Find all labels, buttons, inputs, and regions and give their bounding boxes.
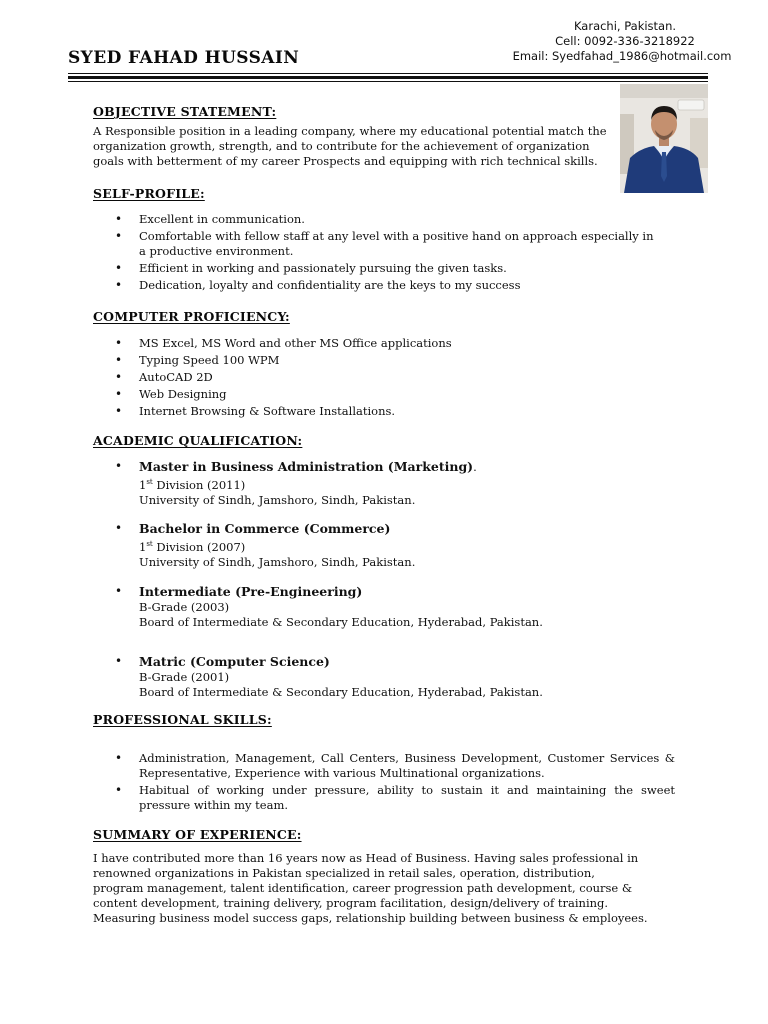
list-item: • Dedication, loyalty and confidentiality are the keys to my success [93, 278, 656, 293]
list-item: • AutoCAD 2D [93, 370, 678, 385]
experience-section [93, 827, 678, 926]
degree-item [93, 459, 678, 508]
academic-heading: ACADEMIC QUALIFICATION: [93, 433, 303, 448]
skills-section [93, 712, 678, 815]
objective-heading: OBJECTIVE STATEMENT: [93, 104, 277, 119]
grade-text: Division (2011) [152, 477, 246, 492]
cell-text: Cell: 0092-336-3218922 [555, 34, 695, 48]
academic-section [93, 433, 678, 700]
degree-grade [139, 475, 678, 493]
grade-text: 1 [139, 539, 147, 554]
grade-text: Division (2007) [152, 539, 246, 554]
degree-grade: B-Grade (2001) [139, 669, 230, 684]
header-rule-bottom [68, 81, 708, 82]
location-text: Karachi, Pakistan. [573, 19, 677, 33]
grade-sup: st [146, 478, 153, 486]
list-item: • Web Designing [93, 387, 678, 402]
grade-sup: st [146, 539, 153, 548]
skills-heading: PROFESSIONAL SKILLS: [93, 712, 272, 727]
list-item: • Administration, Management, Call Centers, Business Development, Customer Services & Representative, Experience with various Multinational organizations. [93, 751, 675, 781]
degree-institute: Board of Intermediate & Secondary Education, Hyderabad, Pakistan. [139, 614, 543, 629]
grade-text: 1 [139, 477, 147, 492]
list-item: • Comfortable with fellow staff at any level with a positive hand on approach especially in a productive environment. [93, 229, 656, 259]
objective-text: A Responsible position in a leading company, where my educational potential match the organization growth, strength, and to contribute for the achievement of organization goals with betterment of my career Prospects and equipping with rich technical skills. [93, 124, 607, 168]
experience-text: I have contributed more than 16 years now as Head of Business. Having sales professional in renowned organizations in Pakistan specialized in retail sales, operation, distribution, program management, talent identification, career progression path development, course & content development, training delivery, program facilitation, design/delivery of training. Measuring business model success gaps, relationship building between business & employees. [93, 851, 648, 925]
list-item: • MS Excel, MS Word and other MS Office applications [93, 336, 678, 351]
experience-heading: SUMMARY OF EXPERIENCE: [93, 827, 302, 842]
contact-block [460, 19, 768, 64]
objective-section [93, 104, 678, 169]
degree-institute: Board of Intermediate & Secondary Education, Hyderabad, Pakistan. [139, 684, 543, 699]
computer-section [93, 309, 678, 421]
header-rule-thick [68, 76, 708, 79]
header-rule-top [68, 73, 708, 74]
list-item: • Typing Speed 100 WPM [93, 353, 678, 368]
degree-suffix: . [473, 460, 477, 474]
email-text: Email: Syedfahad_1986@hotmail.com [512, 49, 732, 63]
degree-title: Intermediate (Pre-Engineering) [139, 583, 363, 599]
degree-grade [139, 537, 678, 555]
list-item: • Habitual of working under pressure, ability to sustain it and maintaining the sweet pressure within my team. [93, 783, 675, 813]
degree-item [93, 584, 678, 630]
degree-item [93, 521, 678, 570]
degree-title: Master in Business Administration (Marketing) [139, 459, 474, 474]
candidate-name: SYED FAHAD HUSSAIN [68, 48, 300, 68]
degree-title: Bachelor in Commerce (Commerce) [139, 520, 391, 536]
self-profile-heading: SELF-PROFILE: [93, 186, 205, 201]
list-item: • Internet Browsing & Software Installations. [93, 404, 678, 419]
degree-institute: University of Sindh, Jamshoro, Sindh, Pakistan. [139, 492, 416, 507]
degree-grade: B-Grade (2003) [139, 599, 230, 614]
degree-institute: University of Sindh, Jamshoro, Sindh, Pakistan. [139, 554, 416, 569]
list-item: • Excellent in communication. [93, 212, 656, 227]
degree-title: Matric (Computer Science) [139, 653, 330, 669]
self-profile-section [93, 186, 678, 295]
list-item: • Efficient in working and passionately pursuing the given tasks. [93, 261, 656, 276]
computer-heading: COMPUTER PROFICIENCY: [93, 309, 290, 324]
degree-item [93, 654, 678, 700]
